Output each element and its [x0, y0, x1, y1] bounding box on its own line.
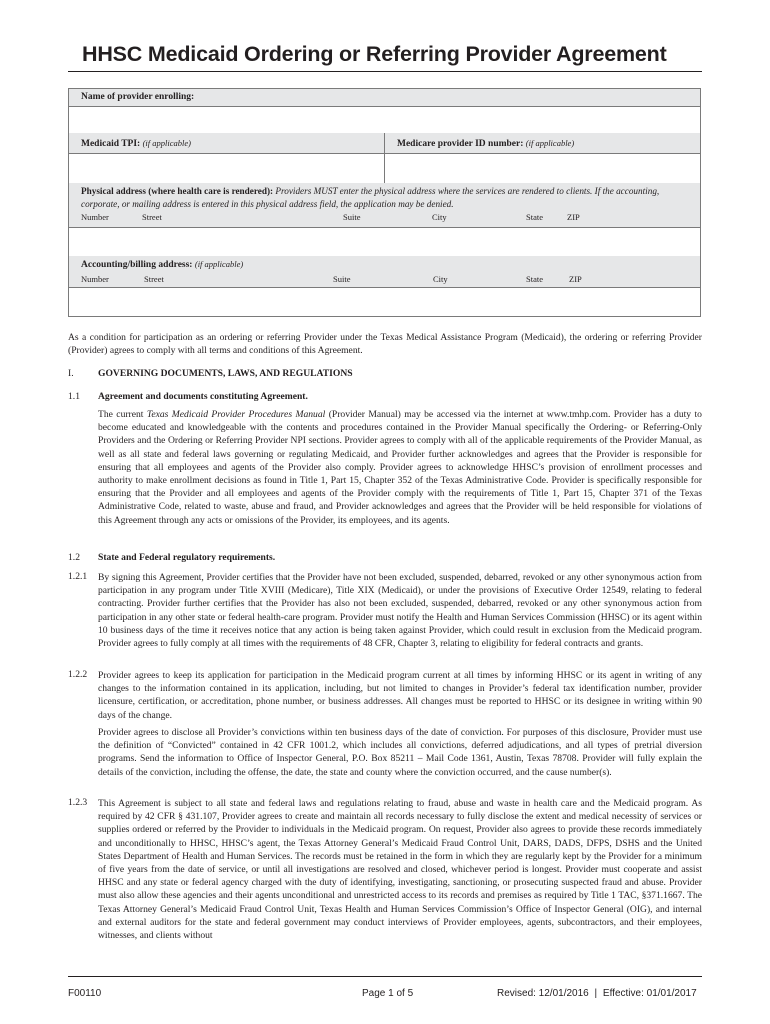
- title-divider: [68, 71, 702, 72]
- body-post: (Provider Manual) may be accessed via the internet at www.tmhp.com. Provider has a duty to become educated and knowledgeable with the contents and procedures contained in the Provider Manual specifically the Ordering- or Referring-Only Providers and the Ordering or Referring Provider NPI sections. Provider agrees to comply with all of the applicable requirements of the Provider Manual, as well as all state and federal laws governing or regulating Medicaid, and Provider further acknowledges and agrees that the Provider is responsible for ensuring that all employees and agents of the Provider also comply. Provider agrees to acknowledge HHSC’s provision of enrollment processes and authority to make enrollment decisions as found in Title 1, Part 15, Chapter 352 of the Texas Administrative Code. Provider is specifically responsible for ensuring that the Provider and all employees and agents of the Provider comply with the requirements of Title 1, Part 15, Chapter 371 of the Texas Administrative Code, related to waste, abuse and fraud, and Provider acknowledges and agrees that the Provider will be held responsible for violations of this Agreement through any acts or omissions of the Provider, its employees, and its agents.: [98, 409, 702, 526]
- section-1-1-body: [98, 408, 702, 527]
- col-suite-2: Suite: [333, 274, 351, 284]
- section-1-2-number: 1.2: [68, 552, 80, 563]
- name-field[interactable]: [69, 107, 700, 134]
- section-1-2-title: State and Federal regulatory requirements.: [98, 552, 276, 563]
- tpi-field[interactable]: [69, 154, 384, 184]
- medicare-field[interactable]: [385, 154, 700, 184]
- section-1-2-2-body-2: Provider agrees to disclose all Provider’s convictions within ten business days of the date of conviction. For purposes of this disclosure, Provider must use the definition of “Convicted” contained in 42 CFR 1001.2, which includes all convictions, deferred adjudications, and all types of pretrial diversion programs. Send the information to Office of Inspector General, P.O. Box 85211 – Mail Code 1361, Austin, Texas 78708. Provider will fully explain the details of the conviction, including the offense, the date, the state and county where the conviction occurred, and the cause number(s).: [98, 727, 702, 778]
- provider-manual-title: Texas Medicaid Provider Procedures Manual: [146, 409, 326, 420]
- physical-label: Physical address (where health care is rendered):: [81, 186, 274, 196]
- footer-separator: |: [594, 988, 598, 999]
- col-street-2: Street: [144, 274, 164, 284]
- section-1-1-title: Agreement and documents constituting Agreement.: [98, 391, 308, 402]
- col-zip-2: ZIP: [569, 274, 582, 284]
- page-title: HHSC Medicaid Ordering or Referring Provider Agreement: [82, 42, 667, 66]
- billing-label: Accounting/billing address:: [81, 260, 193, 270]
- section-1-number: I.: [68, 368, 74, 379]
- effective-date: Effective: 01/01/2017: [602, 988, 697, 999]
- col-state: State: [526, 212, 543, 222]
- medicare-note: (if applicable): [525, 138, 575, 148]
- billing-note: (if applicable): [194, 259, 244, 269]
- tpi-label-wrap: [81, 138, 191, 149]
- footer-dates: [497, 988, 697, 999]
- col-street: Street: [142, 212, 162, 222]
- billing-header: [69, 256, 700, 288]
- medicare-label-wrap: [397, 138, 574, 149]
- section-1-2-3-body: This Agreement is subject to all state and federal laws and regulations relating to fraud, abuse and waste in health care and the Medicaid program. As required by 42 CFR § 431.107, Provider agrees to create and maintain all records necessary to fully disclose the extent and medical necessity of services or supplies ordered or referred by the Provider to individuals in the Medicaid program. On request, Provider also agrees to provide these records immediately and unconditionally to HHSC, HHSC’s agent, the Texas Attorney General’s Medicaid Fraud Control Unit, DARS, DADS, DFPS, DSHS and the United States Department of Health and Human Services. The records must be retained in the form in which they are regularly kept by the Provider for a minimum of five years from the date of service, or until all investigations are resolved and closed, whichever period is longest. Provider must cooperate and assist HHSC and any state or federal agency charged with the duty of identifying, investigating, sanctioning, or prosecuting suspected fraud and abuse. Provider must also allow these agencies and their agents unconditional and unrestricted access to its records and premises as required by Title 1 TAC, §371.1667. The Texas Attorney General’s Medicaid Fraud Control Unit, Texas Health and Human Services Commission’s Office of Inspector General (OIG), and internal and external auditors for the state and federal government may conduct interviews of Provider employees, agents, subcontractors, and their employees, witnesses, and clients without: [98, 798, 702, 942]
- page-number: Page 1 of 5: [362, 988, 414, 999]
- section-1-1-number: 1.1: [68, 391, 80, 402]
- physical-label-wrap: [81, 185, 681, 210]
- physical-address-field[interactable]: [69, 228, 700, 257]
- billing-label-wrap: [81, 259, 243, 270]
- billing-address-field[interactable]: [69, 288, 700, 316]
- section-1-2-1-body: By signing this Agreement, Provider certifies that the Provider have not been excluded, suspended, debarred, revoked or any other synonymous action from participation in any program under Title XVIII (Medicare), Title XIX (Medicaid), or under the provisions of Executive Order 12549, relating to federal contracting. Provider further certifies that the Provider has also not been excluded, suspended, debarred, revoked or any other synonymous action from participation in any other state or federal health-care program. Provider must notify the Health and Human Services Commission (HHSC) or its agent within 10 business days of the time it receives notice that any action is being taken against Provider, which could result in exclusion from the Medicaid program. Provider agrees to fully comply at all times with the requirements of 48 CFR, Chapter 3, relating to eligibility for federal contracts and grants.: [98, 572, 702, 650]
- section-1-2-1-number: 1.2.1: [68, 571, 88, 582]
- col-suite: Suite: [343, 212, 361, 222]
- provider-form: [68, 88, 701, 317]
- tpi-note: (if applicable): [142, 138, 191, 148]
- tpi-label: Medicaid TPI:: [81, 139, 141, 149]
- footer-divider: [68, 976, 702, 977]
- section-1-2-3-number: 1.2.3: [68, 797, 88, 808]
- section-1-2-2-number: 1.2.2: [68, 669, 88, 680]
- section-1-2-2-body: Provider agrees to keep its application for participation in the Medicaid program current at all times by informing HHSC or its agent in writing of any changes to the information contained in its application, including, but not limited to changes in Provider’s federal tax identification number, provider licensure, certification, or accreditation, phone number, or business addresses. All changes must be reported to HHSC or its designee in writing within 90 days of the change.: [98, 670, 702, 721]
- ids-header: [69, 133, 700, 154]
- medicare-label: Medicare provider ID number:: [397, 139, 524, 149]
- col-number: Number: [81, 212, 109, 222]
- col-city-2: City: [433, 274, 448, 284]
- form-number: F00110: [68, 988, 102, 999]
- col-state-2: State: [526, 274, 543, 284]
- col-zip: ZIP: [567, 212, 580, 222]
- intro-paragraph: As a condition for participation as an ordering or referring Provider under the Texas Medical Assistance Program (Medicaid), the ordering or referring Provider (Provider) agrees to comply with all terms and conditions of this Agreement.: [68, 332, 702, 357]
- physical-note: Providers MUST enter the physical address where the services are rendered to clients. If the accounting, corporate, or mailing address is entered in this physical address field, the application may be denied.: [81, 186, 660, 209]
- col-city: City: [432, 212, 447, 222]
- body-pre: The current: [98, 409, 147, 420]
- col-number-2: Number: [81, 274, 109, 284]
- section-1-title: GOVERNING DOCUMENTS, LAWS, AND REGULATIONS: [98, 368, 353, 379]
- physical-header: [69, 183, 700, 228]
- revised-date: Revised: 12/01/2016: [497, 988, 589, 999]
- name-header: [69, 89, 700, 107]
- name-label: Name of provider enrolling:: [81, 92, 195, 102]
